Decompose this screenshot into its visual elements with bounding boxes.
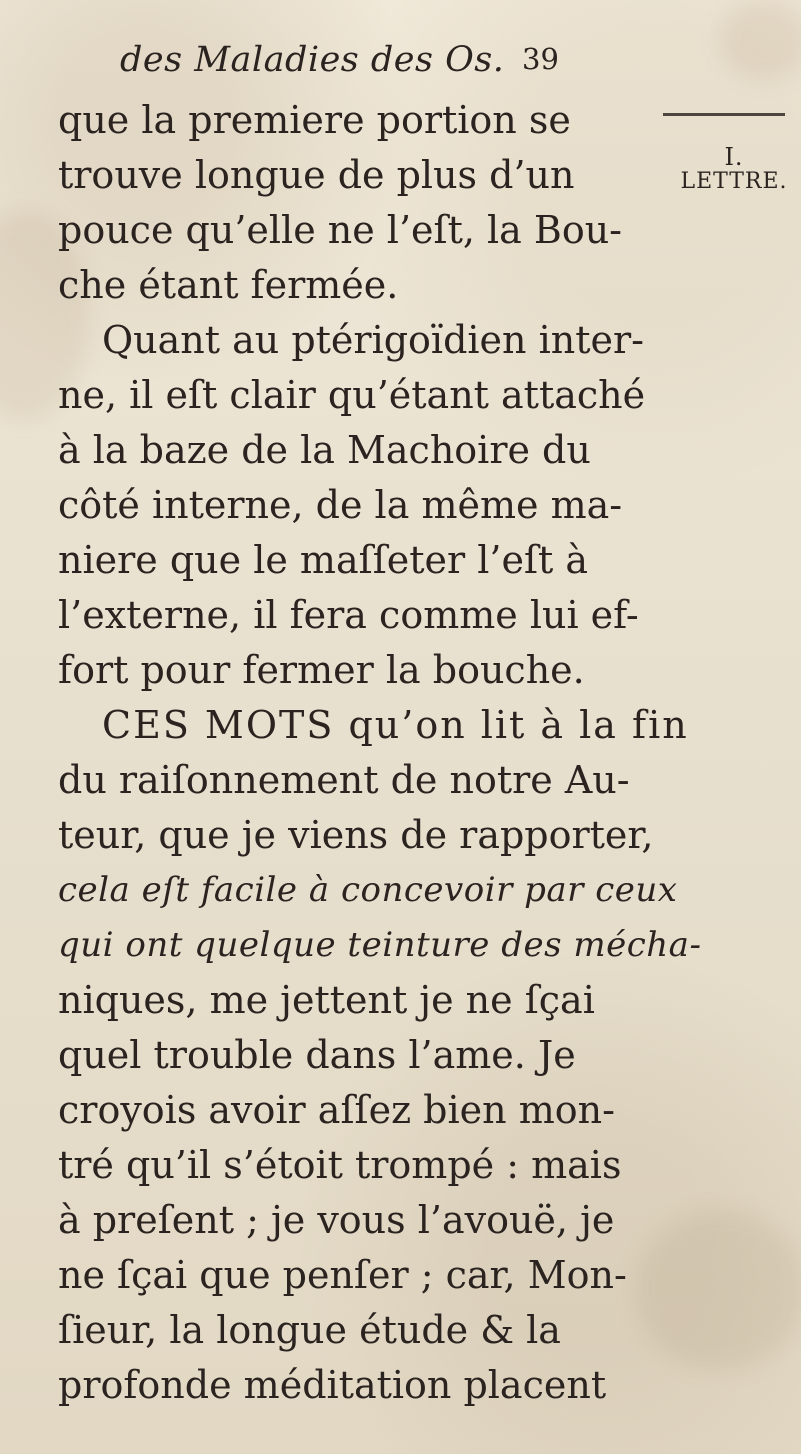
text-line: ſieur, la longue étude & la — [58, 1308, 561, 1352]
text-line: ne, il eſt clair qu’étant attaché — [58, 373, 646, 417]
text-line: trouve longue de plus d’un — [58, 153, 575, 197]
text-line: cela eſt facile à concevoir par ceux — [58, 870, 678, 910]
page-number: 39 — [522, 42, 559, 76]
margin-note-number: I. — [724, 143, 744, 171]
text-line: CES MOTS qu’on lit à la fin — [102, 703, 689, 747]
text-line: niere que le maſſeter l’eſt à — [58, 538, 589, 582]
text-line: tré qu’il s’étoit trompé : mais — [58, 1143, 622, 1187]
running-head: des Maladies des Os. — [120, 40, 505, 80]
text-line: l’externe, il fera comme lui ef- — [58, 593, 639, 637]
margin-note — [674, 145, 794, 193]
text-line: à la baze de la Machoire du — [58, 428, 591, 472]
text-line: profonde méditation placent — [58, 1363, 607, 1407]
body-text — [58, 93, 702, 1413]
text-line: croyois avoir aſſez bien mon- — [58, 1088, 615, 1132]
text-line: Quant au ptérigoïdien inter- — [102, 318, 644, 362]
text-line: à preſent ; je vous l’avouë, je — [58, 1198, 615, 1242]
text-line: ne ſçai que penſer ; car, Mon- — [58, 1253, 627, 1297]
text-line: quel trouble dans l’ame. Je — [58, 1033, 576, 1077]
text-line: niques, me jettent je ne ſçai — [58, 978, 595, 1022]
text-line: che étant fermée. — [58, 263, 399, 307]
text-line: pouce qu’elle ne l’eſt, la Bou- — [58, 208, 623, 252]
text-line: qui ont quelque teinture des mécha- — [58, 925, 702, 965]
margin-note-label: LETTRE. — [680, 169, 788, 195]
page-header — [0, 40, 801, 86]
text-line: que la premiere portion se — [58, 98, 571, 142]
text-line: du raiſonnement de notre Au- — [58, 758, 630, 802]
text-line: fort pour fermer la bouche. — [58, 648, 585, 692]
text-line: côté interne, de la même ma- — [58, 483, 623, 527]
text-line: teur, que je viens de rapporter, — [58, 813, 654, 857]
